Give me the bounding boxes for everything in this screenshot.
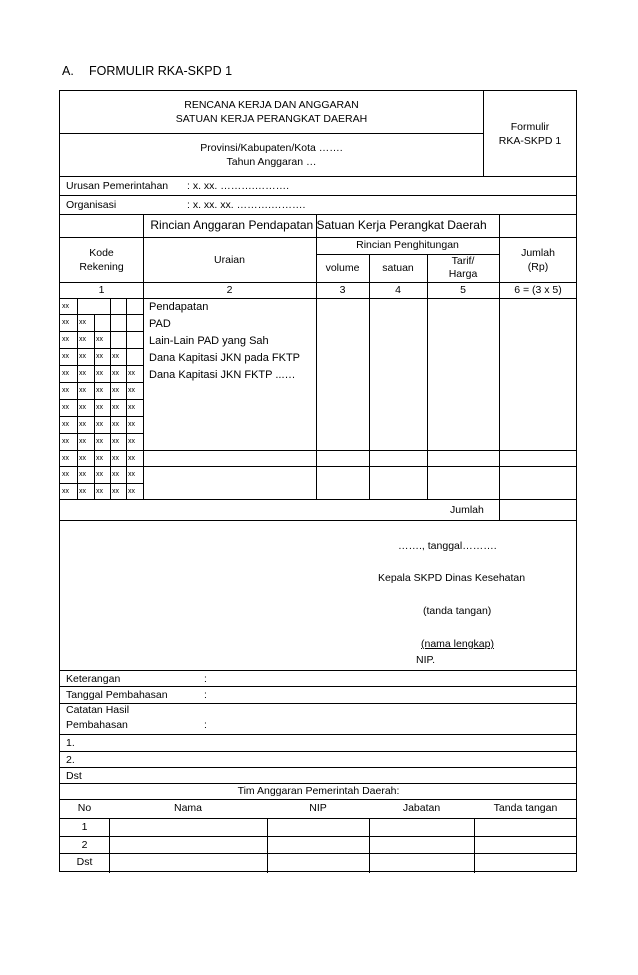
urusan-label: Urusan Pemerintahan [66,180,169,192]
team-header-jabatan: Jabatan [402,802,441,814]
uraian-item: Dana Kapitasi JKN pada FKTP [149,352,301,364]
header-year: Tahun Anggaran … [226,156,317,168]
note-item: Dst [66,770,82,782]
col-tarif-2: Harga [448,268,478,280]
header-province: Provinsi/Kabupaten/Kota ……. [200,142,343,154]
code-cell: xx [96,336,103,343]
urusan-value: : x. xx. ……….………. [187,180,290,192]
code-cell: xx [96,404,103,411]
keterangan-label: Keterangan [66,673,121,685]
organisasi-label: Organisasi [66,199,117,211]
code-cell: xx [128,404,135,411]
code-cell: xx [79,471,86,478]
form-label: Formulir [510,121,550,133]
signature-date: ……., tanggal………. [398,540,497,552]
code-cell: xx [62,455,69,462]
code-cell: xx [96,370,103,377]
code-cell: xx [112,455,119,462]
tanggal-label: Tanggal Pembahasan [66,689,168,701]
code-cell: xx [112,387,119,394]
code-cell: xx [62,336,69,343]
code-cell: xx [112,488,119,495]
header-title-2: SATUAN KERJA PERANGKAT DAERAH [175,113,368,125]
code-cell: xx [96,421,103,428]
header-title-1: RENCANA KERJA DAN ANGGARAN [184,99,359,111]
code-cell: xx [62,370,69,377]
code-cell: xx [112,421,119,428]
col-num-2: 2 [226,284,233,296]
col-num-4: 4 [395,284,401,296]
uraian-item: PAD [149,318,171,330]
form-frame [59,90,577,872]
code-cell: xx [79,336,86,343]
signature-nip: NIP. [416,654,436,666]
code-cell: xx [128,488,135,495]
col-volume: volume [325,262,360,274]
code-cell: xx [112,471,119,478]
code-cell: xx [128,387,135,394]
document-heading [62,64,232,78]
code-cell: xx [62,438,69,445]
note-item: 1. [66,737,75,749]
code-cell: xx [62,404,69,411]
signature-sign: (tanda tangan) [423,605,492,617]
team-row-no: Dst [76,856,93,868]
form-code: RKA-SKPD 1 [498,135,562,147]
col-jumlah-1: Jumlah [521,247,555,259]
code-cell: xx [79,387,86,394]
code-cell: xx [79,455,86,462]
uraian-item: Dana Kapitasi JKN FKTP ...… [149,369,296,381]
code-cell: xx [128,471,135,478]
catatan-label-2: Pembahasan [66,719,128,731]
code-cell: xx [112,353,119,360]
team-header-nip: NIP [309,802,327,814]
team-title: Tim Anggaran Pemerintah Daerah: [237,785,400,797]
col-rincian: Rincian Penghitungan [356,239,459,251]
col-tarif-1: Tarif/ [451,255,475,267]
code-cell: xx [112,438,119,445]
code-cell: xx [79,404,86,411]
signature-role: Kepala SKPD Dinas Kesehatan [378,572,526,584]
col-num-3: 3 [339,284,346,296]
code-cell: xx [62,387,69,394]
code-cell: xx [112,404,119,411]
keterangan-colon: : [204,673,207,685]
code-cell: xx [96,455,103,462]
uraian-item: Lain-Lain PAD yang Sah [149,335,269,347]
col-num-6: 6 = (3 x 5) [514,284,562,296]
col-kode-1: Kode [89,247,114,259]
code-cell: xx [79,488,86,495]
note-item: 2. [66,754,75,766]
col-num-5: 5 [460,284,466,296]
code-cell: xx [79,438,86,445]
jumlah-label: Jumlah [450,504,484,516]
col-jumlah-2: (Rp) [527,261,549,273]
code-cell: xx [128,438,135,445]
section-title: Rincian Anggaran Pendapatan Satuan Kerja Perangkat Daerah [150,218,487,232]
code-cell: xx [62,421,69,428]
code-cell: xx [62,319,69,326]
team-row-no: 1 [81,821,88,833]
heading-text: FORMULIR RKA-SKPD 1 [89,64,233,78]
heading-letter: A. [62,64,74,78]
code-cell: xx [96,387,103,394]
catatan-colon: : [204,719,207,731]
code-cell: xx [62,353,69,360]
code-cell: xx [79,370,86,377]
uraian-item: Pendapatan [149,301,209,313]
code-cell: xx [128,370,135,377]
team-row-no: 2 [81,839,88,851]
code-cell: xx [96,353,103,360]
code-cell: xx [62,471,69,478]
code-cell: xx [128,455,135,462]
code-cell: xx [62,303,69,310]
col-kode-2: Rekening [79,261,124,273]
code-cell: xx [96,471,103,478]
code-cell: xx [79,353,86,360]
team-header-nama: Nama [173,802,202,814]
col-num-1: 1 [98,284,105,296]
code-cell: xx [79,319,86,326]
col-uraian: Uraian [214,254,245,266]
tanggal-colon: : [204,689,207,701]
code-cell: xx [96,488,103,495]
team-header-no: No [77,802,92,814]
team-header-tanda-tangan: Tanda tangan [493,802,558,814]
code-cell: xx [62,488,69,495]
code-cell: xx [96,438,103,445]
code-cell: xx [79,421,86,428]
signature-name: (nama lengkap) [421,638,494,650]
col-satuan: satuan [382,262,414,274]
organisasi-value: : x. xx. xx. ……….………. [187,199,306,211]
catatan-label-1: Catatan Hasil [66,704,130,716]
code-cell: xx [112,370,119,377]
code-cell: xx [128,421,135,428]
